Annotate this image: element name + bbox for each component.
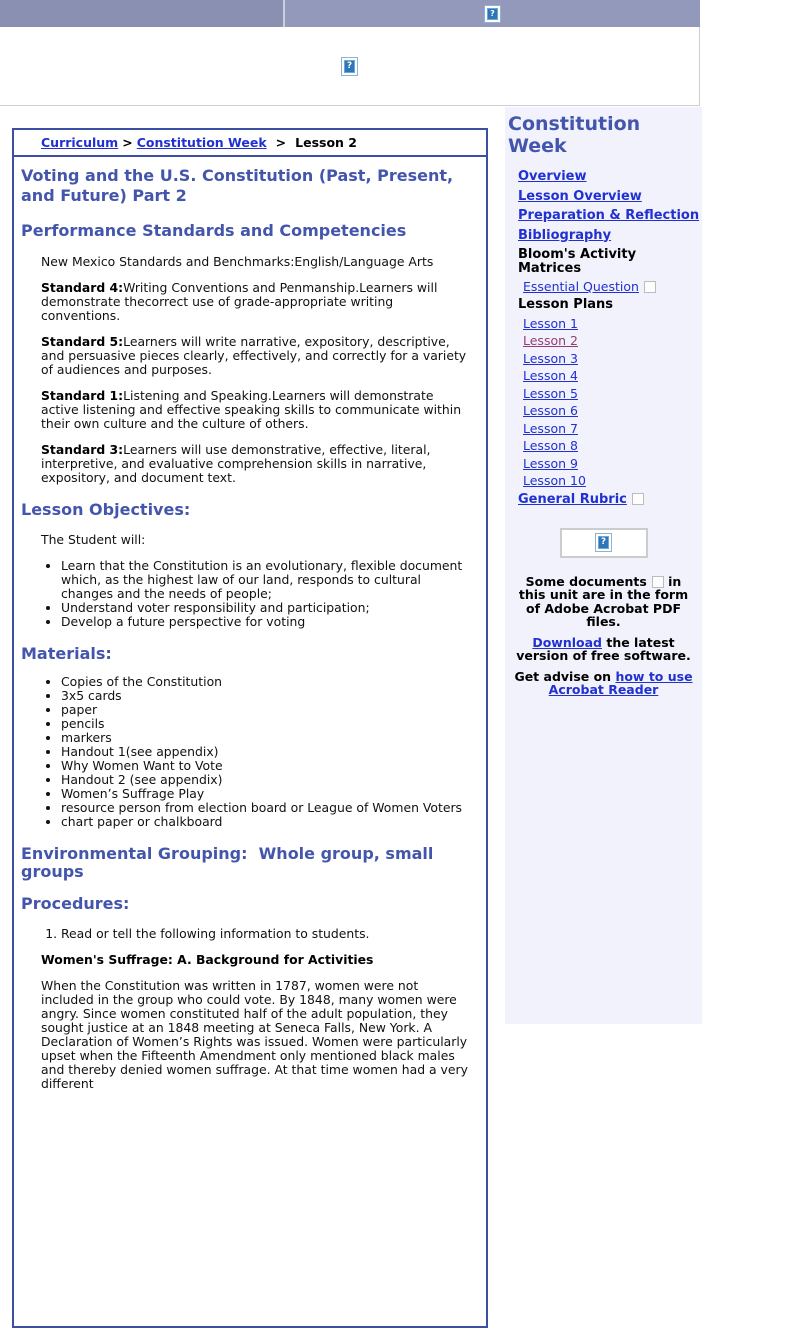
- standard-3-paragraph: [41, 443, 474, 485]
- materials-list: [14, 675, 474, 829]
- question-mark-icon: ?: [487, 8, 498, 20]
- standard-4-paragraph: [41, 281, 474, 323]
- lesson-6-link[interactable]: Lesson 6: [523, 403, 578, 418]
- download-link[interactable]: Download: [532, 634, 602, 650]
- standard-3-text: Learners will use demonstrative, effective, literal, interpretive, and evaluative comprehension skills in narrative, expository, and document text.: [41, 442, 431, 485]
- breadcrumb-current-page: Lesson 2: [295, 135, 357, 150]
- lesson-1-link[interactable]: Lesson 1: [523, 315, 578, 331]
- performance-standards-heading: Performance Standards and Competencies: [21, 221, 407, 240]
- sidebar-item-bibliography: [505, 229, 702, 243]
- bibliography-link[interactable]: Bibliography: [518, 227, 612, 243]
- sidebar-item-general-rubric: [505, 493, 702, 507]
- lesson-7-link[interactable]: Lesson 7: [523, 420, 578, 436]
- header-bar-right-cell: [283, 0, 700, 27]
- standard-5-paragraph: [41, 335, 474, 377]
- procedures-heading: Procedures:: [21, 894, 130, 913]
- material-item: • Copies of the Constitution: [61, 675, 474, 689]
- procedures-list: [14, 927, 474, 941]
- standard-4-label: Standard 4:: [41, 280, 124, 295]
- essential-question-link[interactable]: Essential Question: [523, 279, 639, 294]
- breadcrumb-separator: >: [275, 135, 287, 150]
- sidebar-item-lesson-6: [505, 404, 702, 417]
- blooms-activity-matrices-label: Bloom's Activity Matrices: [518, 247, 637, 276]
- missing-image-placeholder: [644, 281, 656, 293]
- materials-heading: Materials:: [21, 644, 112, 663]
- sidebar-item-overview: [505, 170, 702, 184]
- lesson-10-link[interactable]: Lesson 10: [523, 473, 586, 488]
- sidebar-item-lesson-8: [505, 439, 702, 452]
- top-header-bar: [0, 0, 700, 27]
- material-item: • markers: [61, 731, 474, 745]
- standard-5-label: Standard 5:: [41, 334, 124, 349]
- sidebar-item-lesson-overview: [505, 190, 702, 204]
- background-paragraph: When the Constitution was written in 1787, women were not included in the group who could vote. By 1848, many women were angry. Since women constituted half of the adult population, they sought justice at an 1848 meeting at Seneca Falls, New York. A Declaration of Women’s Rights was issued. Women were particularly upset when the Fifteenth Amendment only mentioned black males and thereby denied women suffrage. At that time women had a very different: [41, 978, 468, 1091]
- material-item: • 3x5 cards: [61, 689, 474, 703]
- standard-1-text: Listening and Speaking.Learners will demonstrate active listening and effective speaking skills to communicate within their own culture and the culture of others.: [41, 388, 462, 431]
- sidebar-nav: [505, 170, 702, 242]
- missing-image-placeholder: [652, 576, 664, 588]
- standard-5-text: Learners will write narrative, expository, descriptive, and persuasive pieces clearly, effectively, and correctly for a variety of audiences and purposes.: [41, 334, 467, 377]
- sidebar-item-lesson-1: [505, 317, 702, 330]
- sidebar-item-lesson-7: [505, 422, 702, 435]
- material-item: • Women’s Suffrage Play: [61, 787, 474, 801]
- lesson-4-link[interactable]: Lesson 4: [523, 368, 578, 383]
- lesson-5-link[interactable]: Lesson 5: [523, 385, 578, 401]
- sidebar: [505, 107, 702, 1024]
- breadcrumb-separator: >: [122, 135, 133, 150]
- page-title: Voting and the U.S. Constitution (Past, Present, and Future) Part 2: [21, 166, 454, 205]
- standard-1-paragraph: [41, 389, 474, 431]
- pdf-broken-image-box: [560, 528, 648, 558]
- overview-link[interactable]: Overview: [518, 169, 587, 184]
- objective-item: • Learn that the Constitution is an evolutionary, flexible document which, as the highest law of our land, responds to cultural changes and the needs of people;: [61, 559, 474, 601]
- lesson-8-link[interactable]: Lesson 8: [523, 438, 578, 453]
- sidebar-item-lesson-2: [505, 334, 702, 347]
- breadcrumb-curriculum-link[interactable]: Curriculum: [41, 135, 119, 150]
- sidebar-item-lesson-3: [505, 352, 702, 365]
- material-item: • pencils: [61, 717, 474, 731]
- breadcrumb-constitution-week-link[interactable]: Constitution Week: [136, 135, 267, 150]
- advise-line: [513, 670, 695, 697]
- sidebar-item-lesson-4: [505, 369, 702, 382]
- objectives-list: [14, 559, 474, 629]
- material-item: • Why Women Want to Vote: [61, 759, 474, 773]
- pdf-note-pre: Some documents: [525, 573, 647, 589]
- material-item: • paper: [61, 703, 474, 717]
- download-line: [513, 636, 695, 663]
- general-rubric-link[interactable]: General Rubric: [518, 492, 627, 507]
- advise-pre-text: Get advise on: [514, 668, 616, 684]
- environmental-grouping-heading: Environmental Grouping: Whole group, small groups: [21, 844, 439, 881]
- question-mark-icon: ?: [344, 60, 355, 73]
- lesson-links-list: [505, 317, 702, 488]
- preparation-reflection-link[interactable]: Preparation & Reflection: [518, 208, 700, 223]
- lesson-overview-link[interactable]: Lesson Overview: [518, 188, 642, 204]
- sidebar-item-lesson-10: [505, 474, 702, 487]
- objective-item: • Develop a future perspective for voting: [61, 615, 474, 629]
- material-item: • Handout 1(see appendix): [61, 745, 474, 759]
- breadcrumb: [14, 130, 486, 157]
- standard-3-label: Standard 3:: [41, 442, 124, 457]
- sidebar-item-lesson-9: [505, 457, 702, 470]
- sidebar-item-essential-question: [505, 280, 702, 293]
- pdf-note-post: in this unit are in the form of Adobe Acrobat PDF files.: [518, 573, 689, 629]
- material-item: • Handout 2 (see appendix): [61, 773, 474, 787]
- missing-image-placeholder: [632, 493, 644, 505]
- download-rest-text: the latest version of free software.: [516, 634, 691, 663]
- sidebar-item-preparation-reflection: [505, 209, 702, 223]
- lesson-objectives-heading: Lesson Objectives:: [21, 500, 191, 519]
- acrobat-reader-help-link[interactable]: how to use Acrobat Reader: [548, 668, 693, 697]
- lesson-2-link[interactable]: Lesson 2: [523, 333, 578, 348]
- objective-item: • Understand voter responsibility and participation;: [61, 601, 474, 615]
- header-bar-left-cell: [0, 0, 283, 27]
- banner-area: [0, 27, 700, 106]
- lesson-plans-label: Lesson Plans: [518, 297, 614, 312]
- lesson-9-link[interactable]: Lesson 9: [523, 455, 578, 471]
- broken-image-icon: [341, 57, 358, 76]
- procedure-step: 1. Read or tell the following information to students.: [61, 927, 474, 941]
- pdf-note-text: [513, 575, 695, 629]
- objectives-intro: The Student will:: [41, 532, 146, 547]
- material-item: • chart paper or chalkboard: [61, 815, 474, 829]
- sidebar-item-lesson-5: [505, 387, 702, 400]
- question-mark-icon: ?: [598, 536, 609, 549]
- standards-intro: New Mexico Standards and Benchmarks:English/Language Arts: [41, 254, 434, 269]
- main-content-box: [12, 128, 488, 1328]
- lesson-3-link[interactable]: Lesson 3: [523, 350, 578, 366]
- standard-1-label: Standard 1:: [41, 388, 124, 403]
- standard-4-text: Writing Conventions and Penmanship.Learners will demonstrate thecorrect use of grade-appropriate writing conventions.: [41, 280, 438, 323]
- broken-image-icon: [595, 533, 612, 552]
- pdf-note: [513, 575, 695, 697]
- material-item: • resource person from election board or League of Women Voters: [61, 801, 474, 815]
- sidebar-title: Constitution Week: [508, 113, 641, 157]
- broken-image-icon: [484, 5, 501, 23]
- womens-suffrage-subheading: Women's Suffrage: A. Background for Activities: [41, 952, 374, 967]
